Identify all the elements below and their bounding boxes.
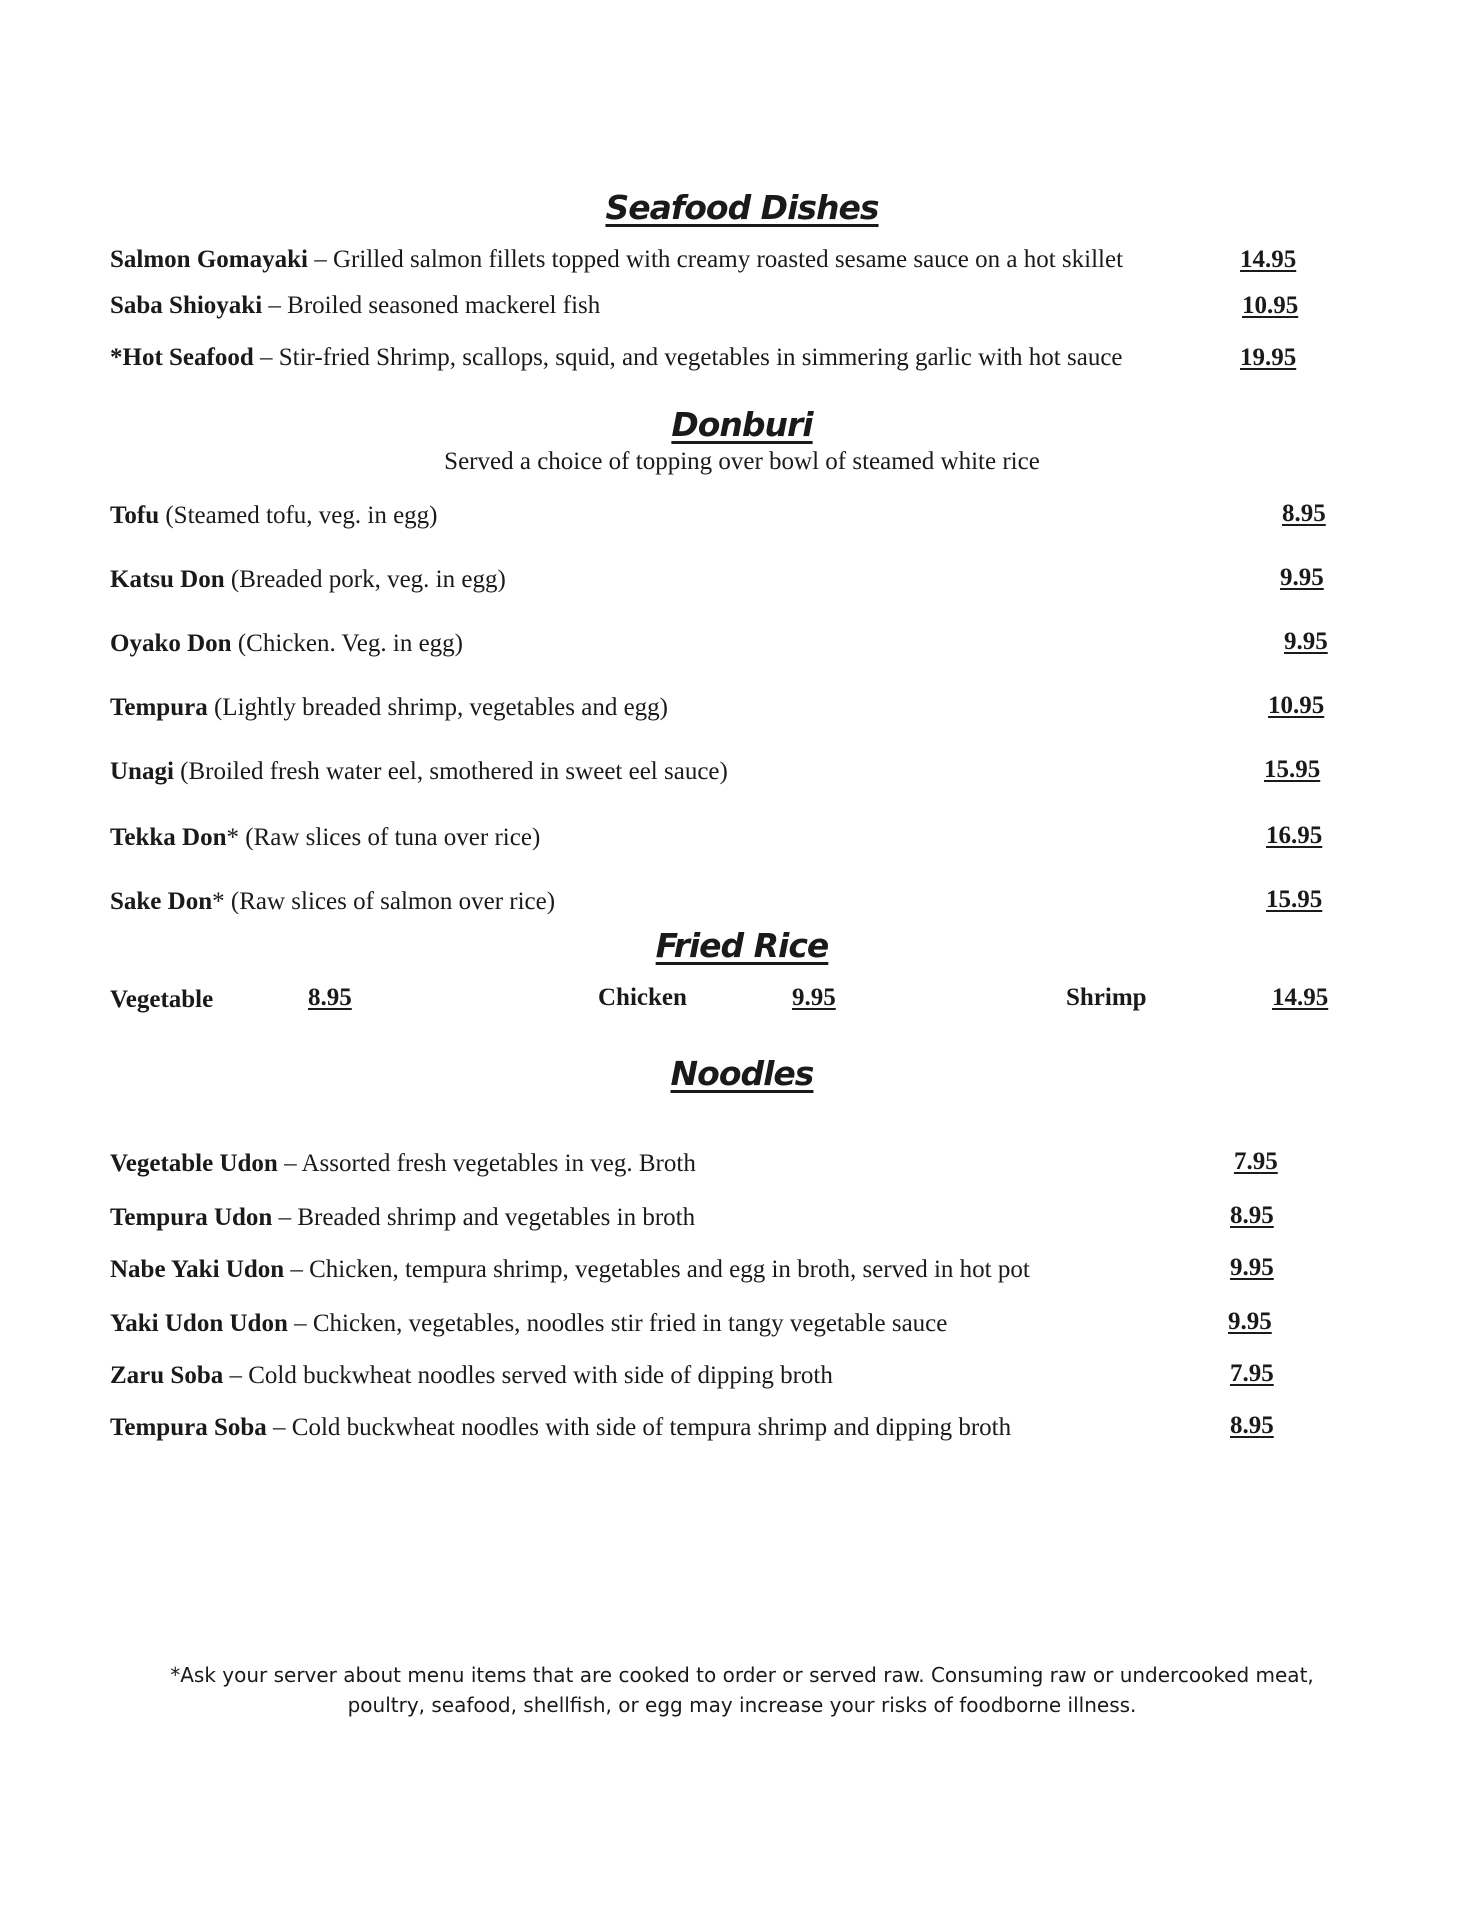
- fried-rice-heading: Fried Rice: [655, 926, 829, 965]
- item-name: Oyako Don: [110, 630, 232, 657]
- item-description: Stir-fried Shrimp, scallops, squid, and vegetables in simmering garlic with hot sauce: [278, 344, 1123, 371]
- item-name: Yaki Udon Udon: [110, 1310, 288, 1337]
- item-name: Tekka Don: [110, 824, 227, 851]
- menu-item-zaru-soba: [110, 1362, 833, 1390]
- item-name: Tofu: [110, 502, 160, 529]
- item-description: Chicken, vegetables, noodles stir fried in tangy vegetable sauce: [312, 1310, 948, 1337]
- item-name: Sake Don: [110, 888, 213, 915]
- item-separator: –: [284, 1256, 310, 1283]
- fried-rice-shrimp-label: Shrimp: [1066, 984, 1147, 1011]
- item-price: 8.95: [1230, 1412, 1274, 1439]
- item-description: (Broiled fresh water eel, smothered in sweet eel sauce): [173, 758, 728, 785]
- menu-item-saba-shioyaki: [110, 292, 600, 320]
- item-description: Chicken, tempura shrimp, vegetables and egg in broth, served in hot pot: [309, 1256, 1030, 1283]
- item-description: (Chicken. Veg. in egg): [231, 630, 463, 657]
- item-price: 10.95: [1268, 692, 1325, 719]
- item-description: * (Raw slices of tuna over rice): [226, 824, 541, 851]
- item-price: 7.95: [1234, 1148, 1278, 1175]
- item-separator: –: [266, 1414, 292, 1441]
- disclaimer-line-1: *Ask your server about menu items that are cooked to order or served raw. Consuming raw or undercooked meat,: [170, 1663, 1314, 1687]
- item-price: 15.95: [1264, 756, 1321, 783]
- fried-rice-vegetable-label: Vegetable: [110, 986, 214, 1013]
- item-name: Tempura Soba: [110, 1414, 267, 1441]
- item-name: Tempura Udon: [110, 1204, 273, 1231]
- item-name: Salmon Gomayaki: [110, 246, 308, 273]
- item-separator: –: [307, 246, 333, 273]
- item-separator: –: [253, 344, 279, 371]
- item-name: Tempura: [110, 694, 208, 721]
- item-description: * (Raw slices of salmon over rice): [212, 888, 556, 915]
- item-description: Breaded shrimp and vegetables in broth: [297, 1204, 696, 1231]
- item-separator: –: [277, 1150, 302, 1177]
- menu-item-yaki-udon-udon: [110, 1310, 947, 1338]
- item-name: Unagi: [110, 758, 174, 785]
- menu-item-nabe-yaki-udon: [110, 1256, 1030, 1284]
- item-description: (Lightly breaded shrimp, vegetables and egg): [207, 694, 668, 721]
- item-description: (Steamed tofu, veg. in egg): [159, 502, 438, 529]
- item-price: 14.95: [1240, 246, 1297, 273]
- menu-item-hot-seafood: [110, 344, 1123, 372]
- item-description: Cold buckwheat noodles with side of tempura shrimp and dipping broth: [291, 1414, 1012, 1441]
- menu-item-salmon-gomayaki: [110, 246, 1123, 274]
- item-separator: –: [287, 1310, 313, 1337]
- menu-item-unagi: [110, 758, 728, 786]
- item-name: Zaru Soba: [110, 1362, 224, 1389]
- menu-item-tofu: [110, 502, 438, 530]
- item-separator: –: [262, 292, 288, 319]
- item-separator: –: [223, 1362, 249, 1389]
- item-price: 9.95: [1280, 564, 1324, 591]
- item-price: 16.95: [1266, 822, 1323, 849]
- fried-rice-chicken-price: 9.95: [792, 984, 836, 1011]
- item-price: 10.95: [1242, 292, 1299, 319]
- item-price: 9.95: [1284, 628, 1328, 655]
- item-price: 19.95: [1240, 344, 1297, 371]
- item-name: Saba Shioyaki: [110, 292, 263, 319]
- menu-item-oyako-don: [110, 630, 463, 658]
- item-description: Assorted fresh vegetables in veg. Broth: [301, 1150, 696, 1177]
- fried-rice-vegetable-price: 8.95: [308, 984, 352, 1011]
- noodles-heading: Noodles: [670, 1054, 814, 1093]
- item-description: Grilled salmon fillets topped with creamy roasted sesame sauce on a hot skillet: [332, 246, 1124, 273]
- fried-rice-shrimp-price: 14.95: [1272, 984, 1329, 1011]
- raw-food-disclaimer: [0, 1660, 1484, 1720]
- menu-item-tempura: [110, 694, 668, 722]
- menu-item-vegetable-udon: [110, 1150, 696, 1178]
- item-name: Vegetable Udon: [110, 1150, 278, 1177]
- item-name: Katsu Don: [110, 566, 225, 593]
- item-description: (Breaded pork, veg. in egg): [224, 566, 506, 593]
- item-price: 9.95: [1230, 1254, 1274, 1281]
- item-description: Broiled seasoned mackerel fish: [287, 292, 601, 319]
- item-name: Nabe Yaki Udon: [110, 1256, 285, 1283]
- disclaimer-line-2: poultry, seafood, shellfish, or egg may increase your risks of foodborne illness.: [347, 1693, 1137, 1717]
- seafood-heading: Seafood Dishes: [605, 188, 879, 227]
- item-price: 9.95: [1228, 1308, 1272, 1335]
- menu-item-tempura-udon: [110, 1204, 695, 1232]
- item-separator: –: [272, 1204, 298, 1231]
- menu-item-tekka-don: [110, 824, 540, 852]
- fried-rice-chicken-label: Chicken: [598, 984, 687, 1011]
- donburi-heading: Donburi: [671, 405, 813, 444]
- item-price: 8.95: [1230, 1202, 1274, 1229]
- menu-item-katsu-don: [110, 566, 506, 594]
- item-price: 8.95: [1282, 500, 1326, 527]
- item-price: 7.95: [1230, 1360, 1274, 1387]
- item-name: *Hot Seafood: [110, 344, 254, 371]
- menu-item-sake-don: [110, 888, 555, 916]
- item-description: Cold buckwheat noodles served with side of dipping broth: [248, 1362, 833, 1389]
- menu-item-tempura-soba: [110, 1414, 1011, 1442]
- donburi-subtitle: Served a choice of topping over bowl of steamed white rice: [444, 448, 1040, 475]
- item-price: 15.95: [1266, 886, 1323, 913]
